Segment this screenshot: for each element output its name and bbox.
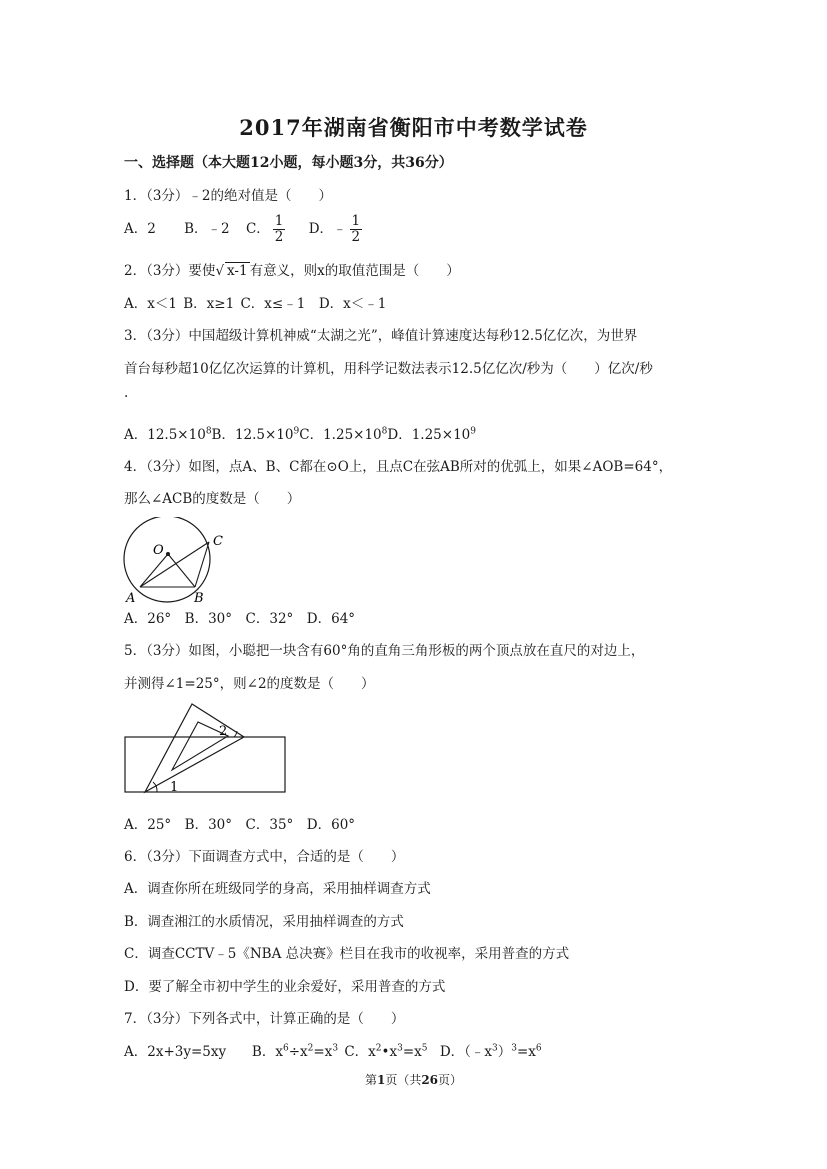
chord-ac xyxy=(140,542,209,587)
radius-oa xyxy=(140,554,168,587)
question-3-line-3: . xyxy=(124,385,129,401)
option-c: C．$x^2•x^3=x^5$ xyxy=(344,1043,428,1060)
option-c: C．1.25×10 xyxy=(299,427,382,443)
option-a: A．12.5×10 xyxy=(124,427,206,443)
question-2-prefix: 2．（3分）要使 xyxy=(124,263,216,279)
page-title: 2017年湖南省衡阳市中考数学试卷 xyxy=(239,115,588,140)
question-6-option-a: A．调查你所在班级同学的身高，采用抽样调查方式 xyxy=(124,881,431,897)
radicand: x-1 xyxy=(227,263,248,279)
question-3-options: A．$12.5\times 10^8B$．$12.5\times 10^9C$．$1.25\times 10^8D$．$1.25\times 10^9$ xyxy=(124,426,476,443)
question-5-options: A．25° B．30° C．35° D．60° xyxy=(124,817,356,833)
option-d: D．﹣ xyxy=(308,221,347,237)
ruler-triangle-figure xyxy=(120,702,290,797)
total-pages: 26 xyxy=(421,1073,439,1087)
question-2-stem xyxy=(124,259,460,279)
question-6-stem: 6．（3分）下面调查方式中，合适的是（ ） xyxy=(124,849,405,865)
option-a: A．2 xyxy=(124,221,156,237)
chord-bc xyxy=(195,542,209,587)
question-4-line-1: 4．（3分）如图，点A、B、C都在⊙O上，且点C在弦AB所对的优弧上，如果∠AOB=64°， xyxy=(124,459,673,475)
question-2-options: A．x＜1 B．x≥1 C．x≤﹣1 D．x＜﹣1 xyxy=(124,296,387,312)
fraction-d: $\frac{1}{2}$ xyxy=(351,213,361,245)
question-2-suffix: 有意义，则x的取值范围是（ ） xyxy=(249,263,460,279)
option-d: D．1.25×10 xyxy=(387,427,471,443)
question-1-stem: 1．（3分）﹣2的绝对值是（ ） xyxy=(124,188,333,204)
triangle-outer xyxy=(145,704,244,792)
question-4-options: A．26° B．30° C．32° D．64° xyxy=(124,611,356,627)
question-4-line-2: 那么∠ACB的度数是（ ） xyxy=(124,491,301,507)
circle-figure xyxy=(120,517,230,605)
question-1-options xyxy=(124,214,365,245)
section-heading-choice: 一、选择题（本大题12小题，每小题3分，共36分） xyxy=(124,155,453,171)
label-o: O xyxy=(153,543,164,558)
option-c: C． xyxy=(245,221,270,237)
question-7-options xyxy=(124,1040,542,1060)
question-3-line-2: 首台每秒超10亿亿次运算的计算机，用科学记数法表示12.5亿亿次/秒为（ ）亿次/秒 xyxy=(124,361,653,377)
question-7-stem: 7．（3分）下列各式中，计算正确的是（ ） xyxy=(124,1011,405,1027)
label-2: 2 xyxy=(219,724,228,739)
label-b: B xyxy=(194,591,204,605)
option-b: B．12.5×10 xyxy=(211,427,294,443)
option-b: B．$x^6\div x^2=x^3$ xyxy=(251,1043,339,1060)
page-footer: 第1页（共26页） xyxy=(364,1073,463,1087)
option-d: D．$(﹣x^3)^3=x^6$ xyxy=(439,1043,542,1060)
question-5-line-1: 5．（3分）如图，小聪把一块含有60°角的直角三角形板的两个顶点放在直尺的对边上， xyxy=(124,643,645,659)
question-6-option-d: D．要了解全市初中学生的业余爱好，采用普查的方式 xyxy=(124,979,446,995)
question-6-option-c: C．调查CCTV﹣5《NBA 总决赛》栏目在我市的收视率，采用普查的方式 xyxy=(124,946,570,962)
question-6-option-b: B．调查湘江的水质情况，采用抽样调查的方式 xyxy=(124,914,404,930)
question-5-line-2: 并测得∠1=25°，则∠2的度数是（ ） xyxy=(124,676,375,692)
circle-o xyxy=(124,517,210,602)
label-a: A xyxy=(126,591,136,605)
radius-ob xyxy=(168,554,195,587)
label-1: 1 xyxy=(170,780,179,795)
center-point xyxy=(166,552,170,556)
fraction-c: $\frac{1}{2}$ xyxy=(274,213,284,245)
option-b: B．﹣2 xyxy=(184,221,230,237)
question-3-line-1: 3．（3分）中国超级计算机神威“太湖之光”，峰值计算速度达每秒12.5亿亿次，为世界 xyxy=(124,328,638,344)
option-a: A．2x+3y=5xy xyxy=(124,1044,240,1060)
sqrt-sign: √ xyxy=(215,263,225,279)
label-c: C xyxy=(213,534,223,549)
page-number: 1 xyxy=(376,1073,386,1087)
